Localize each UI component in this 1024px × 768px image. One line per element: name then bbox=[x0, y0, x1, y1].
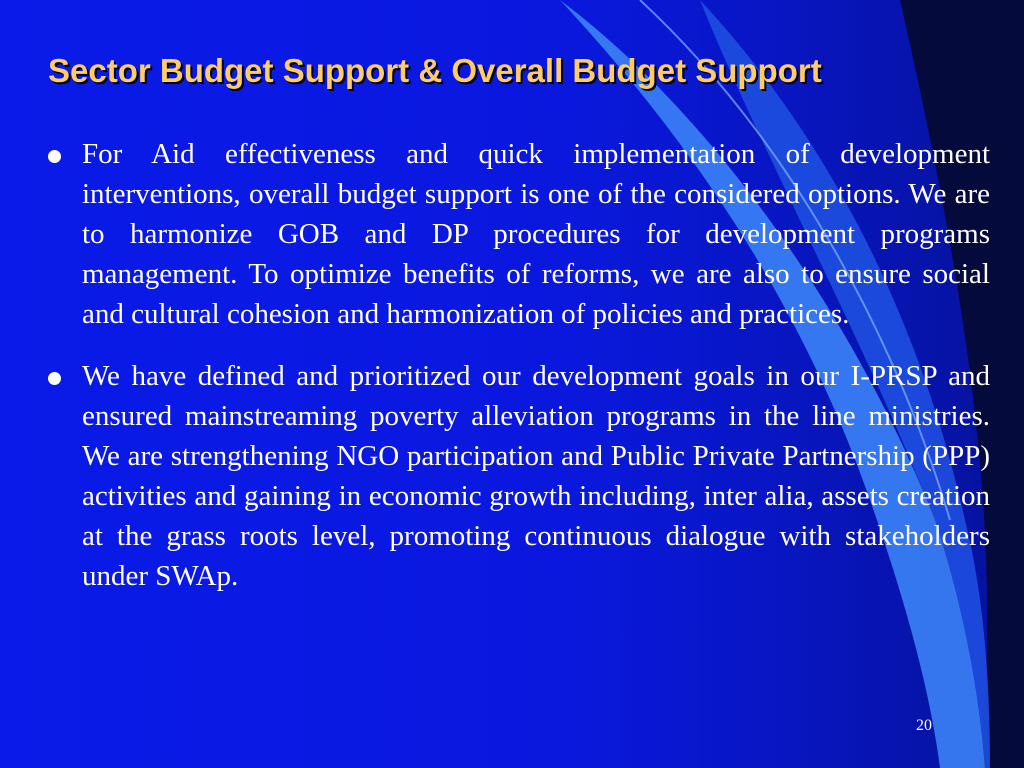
page-number: 20 bbox=[916, 717, 932, 734]
bullet-text: We have defined and prioritized our development goals in our I-PRSP and ensured mainstreaming poverty alleviation programs in the line ministries. We are strengthening NGO participation and Public Private Partnership (PPP) activities and gaining in economic growth including, inter alia, assets creation at the grass roots level, promoting continuous dialogue with stakeholders under SWAp. bbox=[82, 360, 990, 592]
bullet-dot-icon bbox=[48, 372, 61, 385]
bullet-dot-icon bbox=[48, 150, 61, 163]
bullet-text: For Aid effectiveness and quick implementation of development interventions, overall budget support is one of the considered options. We are to harmonize GOB and DP procedures for development programs management. To optimize benefits of reforms, we are also to ensure social and cultural cohesion and harmonization of policies and practices. bbox=[82, 138, 990, 330]
bullet-item bbox=[48, 356, 990, 596]
bullet-list bbox=[48, 134, 990, 618]
bullet-item bbox=[48, 134, 990, 334]
slide-title: Sector Budget Support & Overall Budget Support bbox=[48, 52, 822, 89]
